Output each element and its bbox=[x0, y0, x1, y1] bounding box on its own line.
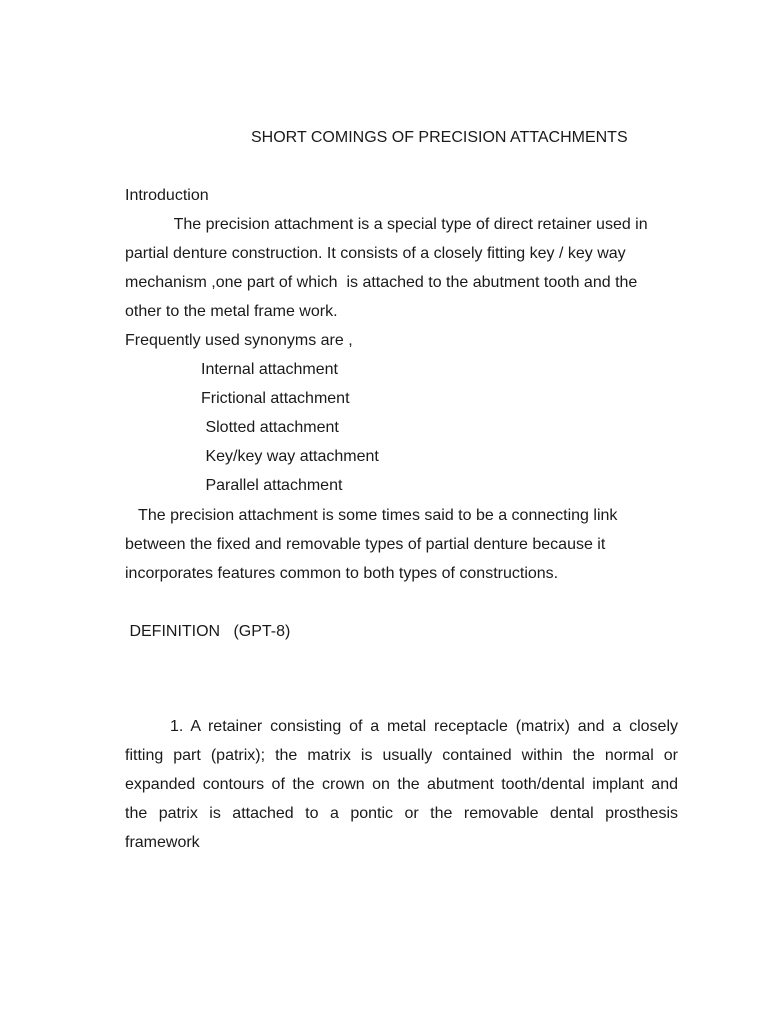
synonym-item: Key/key way attachment bbox=[201, 448, 379, 465]
synonym-item: Frictional attachment bbox=[201, 390, 350, 407]
synonym-item: Parallel attachment bbox=[201, 477, 343, 494]
intro-line: mechanism ,one part of which is attached to the abutment tooth and the bbox=[125, 274, 638, 291]
definition-last-line: framework bbox=[125, 834, 200, 851]
synonym-item: Slotted attachment bbox=[201, 419, 339, 436]
intro-line: other to the metal frame work. bbox=[125, 303, 338, 320]
synonyms-intro: Frequently used synonyms are , bbox=[125, 332, 353, 349]
definition-line bbox=[125, 717, 678, 737]
definition-line-text: 1. A retainer consisting of a metal receptacle (matrix) and a closely bbox=[170, 718, 678, 735]
intro-line: partial denture construction. It consists of a closely fitting key / key way bbox=[125, 245, 626, 262]
definition-line: the patrix is attached to a pontic or the removable dental prosthesis bbox=[125, 805, 678, 822]
definition-line: fitting part (patrix); the matrix is usually contained within the normal or bbox=[125, 747, 678, 764]
intro-line: The precision attachment is a special type of direct retainer used in bbox=[125, 216, 648, 233]
link-line: between the fixed and removable types of partial denture because it bbox=[125, 536, 606, 553]
link-line: The precision attachment is some times said to be a connecting link bbox=[125, 507, 618, 524]
synonym-item: Internal attachment bbox=[201, 361, 338, 378]
document-title: SHORT COMINGS OF PRECISION ATTACHMENTS bbox=[251, 129, 628, 146]
definition-heading: DEFINITION (GPT-8) bbox=[125, 623, 291, 640]
intro-heading: Introduction bbox=[125, 187, 209, 204]
link-line: incorporates features common to both types of constructions. bbox=[125, 565, 559, 582]
definition-line: expanded contours of the crown on the abutment tooth/dental implant and bbox=[125, 776, 678, 793]
